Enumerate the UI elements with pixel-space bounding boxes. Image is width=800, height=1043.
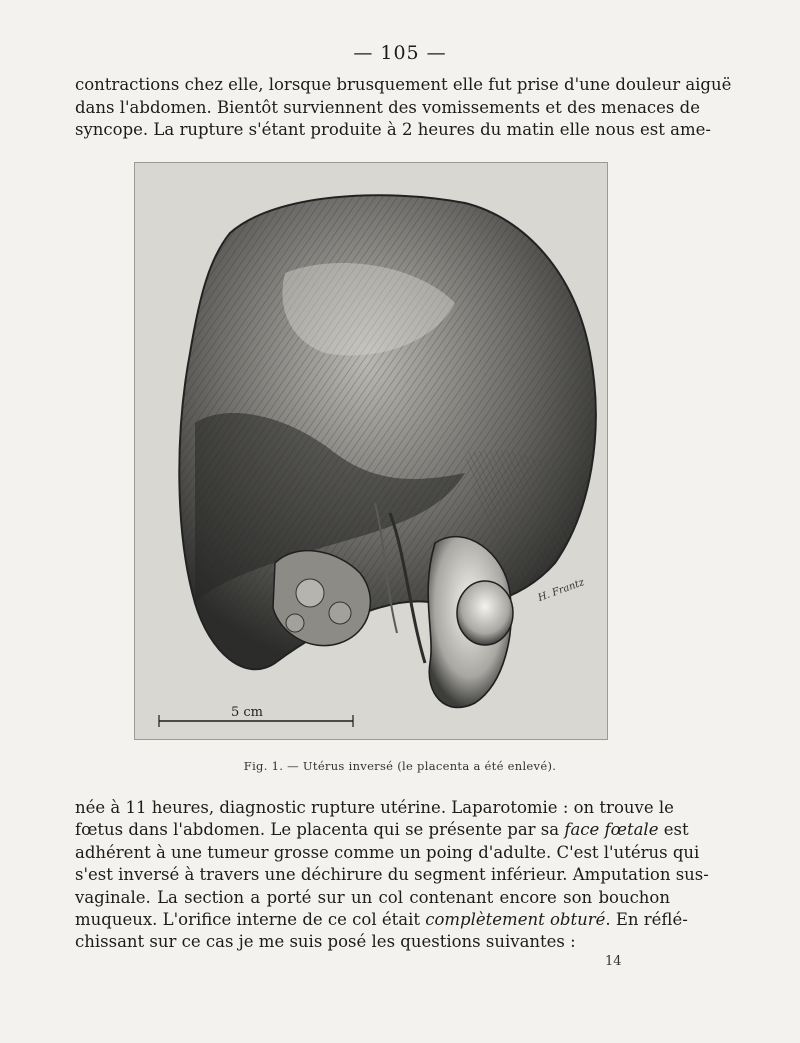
emphasis-text: face fœtale bbox=[564, 820, 659, 840]
text-line: contractions chez elle, lorsque brusquement elle fut prise d'une douleur aiguë bbox=[75, 75, 732, 94]
page-number: — 105 — bbox=[353, 42, 447, 64]
text-line: vaginale. La section a porté sur un col contenant encore son bouchon bbox=[75, 887, 670, 907]
paragraph-bottom bbox=[75, 797, 709, 954]
figure-caption: Fig. 1. — Utérus inversé (le placenta a été enlevé). bbox=[243, 759, 557, 773]
signature-mark: 14 bbox=[605, 954, 622, 969]
text-line: muqueux. L'orifice interne de ce col était complètement obturé. En réflé- bbox=[75, 910, 688, 930]
paragraph-top bbox=[75, 74, 732, 142]
figure-illustration bbox=[134, 162, 608, 740]
text-line: chissant sur ce cas je me suis posé les questions suivantes : bbox=[75, 932, 576, 952]
text-line: dans l'abdomen. Bientôt surviennent des vomissements et des menaces de bbox=[75, 97, 700, 117]
artist-signature: H. Frantz bbox=[536, 577, 586, 604]
text-line: s'est inversé à travers une déchirure du segment inférieur. Amputation sus- bbox=[75, 865, 709, 885]
text-line: née à 11 heures, diagnostic rupture utérine. Laparotomie : on trouve le bbox=[75, 798, 674, 817]
scale-label: 5 cm bbox=[231, 705, 264, 720]
text-line: syncope. La rupture s'étant produite à 2 heures du matin elle nous est ame- bbox=[75, 120, 711, 139]
emphasis-text: complètement obturé bbox=[425, 910, 606, 930]
uterus-engraving bbox=[135, 163, 607, 739]
text-line: fœtus dans l'abdomen. Le placenta qui se présente par sa face fœtale est bbox=[75, 820, 689, 840]
text-line: adhérent à une tumeur grosse comme un poing d'adulte. C'est l'utérus qui bbox=[75, 842, 700, 862]
